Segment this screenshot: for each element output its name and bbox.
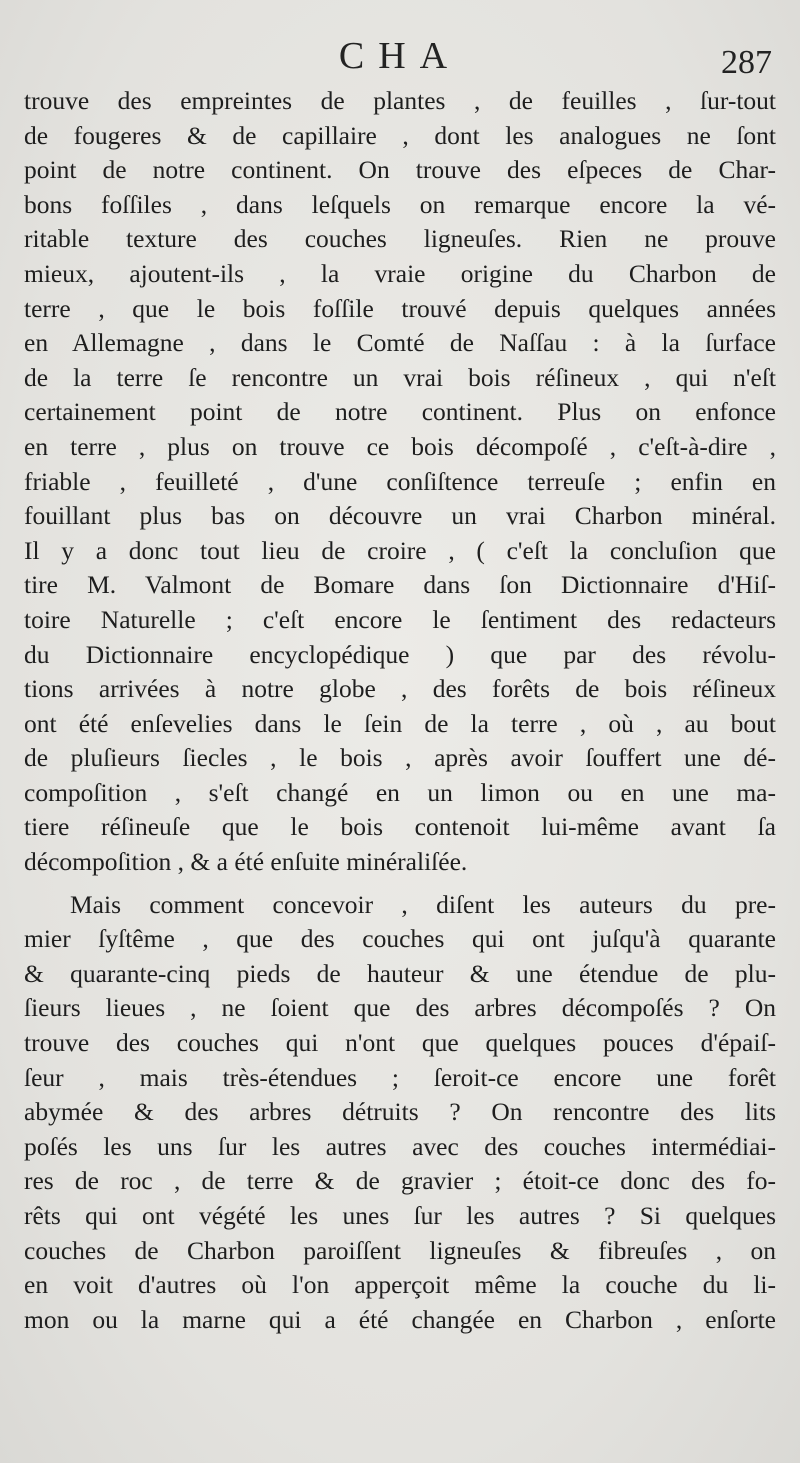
text-line: de fougeres & de capillaire , dont les analogues ne ſont: [24, 120, 776, 150]
text-line: fouillant plus bas on découvre un vrai Charbon minéral.: [24, 501, 776, 531]
text-line: friable , feuilleté , d'une conſiſtence terreuſe ; enfin en: [24, 466, 776, 496]
text-line: mieux, ajoutent-ils , la vraie origine du Charbon de: [24, 258, 776, 288]
text-line: ſieurs lieues , ne ſoient que des arbres décompoſés ? On: [24, 993, 776, 1023]
text-line: Mais comment concevoir , diſent les auteurs du pre-: [70, 889, 776, 919]
text-line: en terre , plus on trouve ce bois décompoſé , c'eſt-à-dire ,: [24, 431, 776, 461]
text-line: rêts qui ont végété les unes ſur les autres ? Si quelques: [24, 1201, 776, 1230]
text-line: tire M. Valmont de Bomare dans ſon Dictionnaire d'Hiſ-: [24, 570, 776, 600]
text-line: ſeur , mais très-étendues ; ſeroit-ce encore une forêt: [24, 1062, 776, 1092]
running-head: CHA: [338, 35, 462, 77]
text-line: trouve des empreintes de plantes , de feuilles , ſur-tout: [24, 86, 776, 115]
text-line: ritable texture des couches ligneuſes. Rien ne prouve: [24, 224, 776, 254]
text-line: certainement point de notre continent. Plus on enfonce: [24, 397, 776, 427]
text-line: de pluſieurs ſiecles , le bois , après avoir ſouffert une dé-: [24, 743, 776, 773]
text-line: ont été enſevelies dans le ſein de la terre , où , au bout: [24, 708, 776, 738]
text-line: toire Naturelle ; c'eſt encore le ſentiment des redacteurs: [24, 604, 776, 634]
text-line: terre , que le bois foſſile trouvé depuis quelques années: [24, 293, 776, 323]
text-line: & quarante-cinq pieds de hauteur & une étendue de plu-: [24, 958, 776, 988]
paragraph-gap: [24, 880, 776, 888]
text-line: décompoſition , & a été enſuite minéraliſée.: [24, 847, 468, 877]
text-line: mier ſyſtême , que des couches qui ont juſqu'à quarante: [24, 924, 776, 954]
text-line: en Allemagne , dans le Comté de Naſſau : à la ſurface: [24, 328, 776, 358]
text-line: couches de Charbon paroiſſent ligneuſes & fibreuſes , on: [24, 1235, 776, 1265]
page-number: 287: [721, 44, 772, 81]
text-line: poſés les uns ſur les autres avec des couches intermédiai-: [24, 1131, 776, 1161]
text-line: de la terre ſe rencontre un vrai bois réſineux , qui n'eſt: [24, 362, 776, 392]
text-line: en voit d'autres où l'on apperçoit même la couche du li-: [24, 1270, 776, 1300]
text-line: du Dictionnaire encyclopédique ) que par des révolu-: [24, 639, 776, 669]
text-line: abymée & des arbres détruits ? On rencontre des lits: [24, 1097, 776, 1127]
text-line: trouve des couches qui n'ont que quelques pouces d'épaiſ-: [24, 1028, 776, 1058]
paragraph-1: [24, 84, 776, 880]
text-line: Il y a donc tout lieu de croire , ( c'eſt la concluſion que: [24, 535, 776, 565]
text-line: tiere réſineuſe que le bois contenoit lui-même avant ſa: [24, 812, 776, 842]
body-text: [24, 84, 776, 1337]
text-line: point de notre continent. On trouve des eſpeces de Char-: [24, 155, 776, 185]
text-line: res de roc , de terre & de gravier ; étoit-ce donc des fo-: [24, 1166, 776, 1196]
text-line: mon ou la marne qui a été changée en Charbon , enſorte: [24, 1304, 776, 1334]
paragraph-2: [24, 888, 776, 1338]
text-line: compoſition , s'eſt changé en un limon ou en une ma-: [24, 777, 776, 807]
text-line: bons foſſiles , dans leſquels on remarque encore la vé-: [24, 189, 776, 219]
text-line: tions arrivées à notre globe , des forêts de bois réſineux: [24, 674, 776, 704]
page-header: [0, 34, 800, 84]
